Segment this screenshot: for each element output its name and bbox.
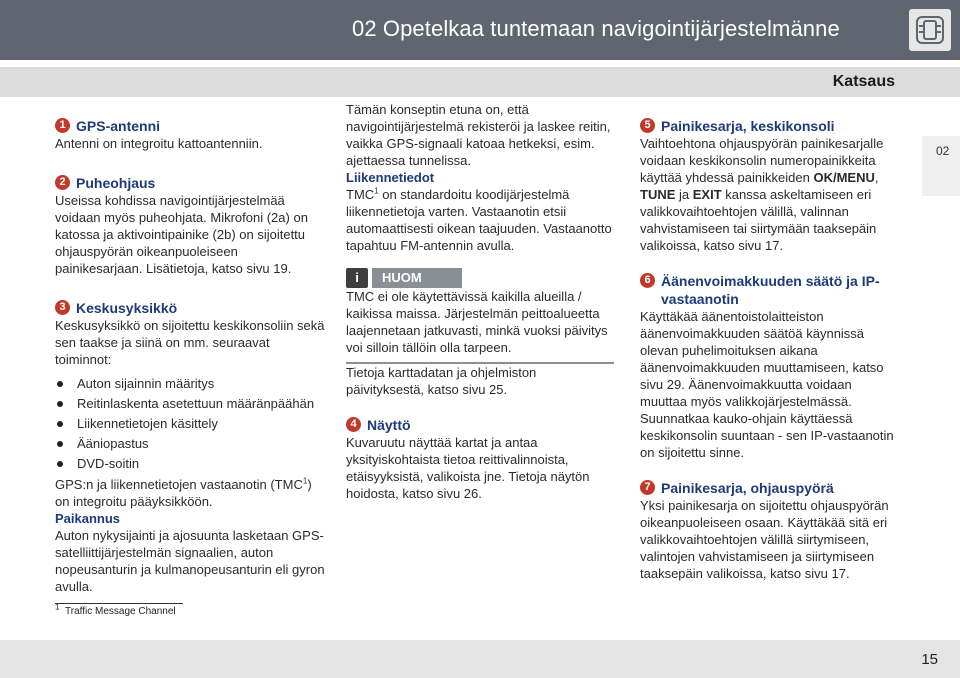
list-item: Reitinlaskenta asetettuun määränpäähän [55,396,327,412]
subheading-traffic-info: Liikennetiedot [346,170,435,185]
column-middle [346,101,614,502]
paragraph: Käyttäkää äänentoistolaitteiston äänenvoimakkuuden säätöä käynnissä olevan puhelimoituksen aikana äänenvoimakkuuden muuttamiseen, katso sivu 29. Äänenvoimakkuutta voidaan muuttaa myös valikkojärjestelmässä. [640,309,884,409]
heading-text: Näyttö [367,417,411,433]
list-item: DVD-soitin [55,456,327,472]
heading-text: Painikesarja, ohjauspyörä [661,480,834,496]
feature-list [55,376,327,472]
note-box [346,268,614,364]
chapter-title: 02 Opetelkaa tuntemaan navigointijärjestelmänne [352,16,840,41]
section-label: Katsaus [832,73,895,90]
footer-bar [0,640,960,678]
note-text: TMC ei ole käytettävissä kaikilla alueilla / kaikissa maissa. Järjestelmän peittoalueetta laajennetaan jatkuvasti, minkä vuoksi päivitys voi silloin tällöin olla tarpeen. [346,288,614,364]
paragraph: TMC$^1$ on standardoitu koodijärjestelmä liikennetietoja varten. Vastaanotin etsii automaattisesti oikean taajuuden. Vastaanotto tapahtuu FM-antennin avulla. [346,186,612,253]
bullet-icon [57,381,63,387]
column-left [55,117,327,595]
footnote-divider [55,603,183,604]
column-right [640,117,896,582]
bullet-icon [57,441,63,447]
note-label: HUOM [372,268,462,288]
heading-text: GPS-antenni [76,118,161,134]
heading-central-unit [55,299,327,317]
paragraph: Keskusyksikkö on sijoitettu keskikonsoliin sekä sen taakse ja siinä on mm. seuraavat toiminnot: [55,318,325,367]
paragraph: Useissa kohdissa navigointijärjestelmää voidaan myös puheohjata. Mikrofoni (2a) on katossa ja aktivointipainike (2b) on sijoitettu ohjauspyörän oikeanpuoleiseen painikesarjaan. Lisätietoja, katso sivu 19. [55,193,308,276]
paragraph: Tietoja karttadatan ja ohjelmiston päivityksestä, katso sivu 25. [346,365,537,397]
paragraph: Yksi painikesarja on sijoitettu ohjauspyörän oikeanpuoleiseen osaan. Käyttäkää sitä eri valikkovaihtoehtojen välillä siirtymiseen, valintojen vahvistamiseen ja siirtymiseen taaksepäin valikoissa, katso sivu 17. [640,498,889,581]
page-header [0,0,960,60]
note-header [346,268,614,288]
list-item: Liikennetietojen käsittely [55,416,327,432]
heading-text: Painikesarja, keskikonsoli [661,118,835,134]
heading-display [346,416,614,434]
paragraph: Kuvaruutu näyttää kartat ja antaa yksityiskohtaista tietoa reittivalinnoista, etäisyyksistä, valikoista jne. Tietoja näytön hoidosta, katso sivu 26. [346,435,590,501]
callout-number: 1 [55,118,70,133]
section-bar [0,67,960,97]
paragraph: Suunnatkaa kauko-ohjain käyttäessä keskikonsolin suuntaan - sen IP-vastaanotin on sijoitettu sinne. [640,411,894,460]
paragraph: Tämän konseptin etuna on, että navigointijärjestelmä rekisteröi ja laskee reitin, vaikka GPS-signaali katoaa hetkeksi, esim. ajettaessa tunnelissa. [346,102,611,168]
paragraph: Auton nykysijainti ja ajosuunta lasketaan GPS-satelliittijärjestelmän signaalien, auton nopeusanturin ja kulmanopeusanturin eli gyron avulla. [55,528,325,594]
callout-number: 6 [640,273,655,288]
callout-number: 7 [640,480,655,495]
heading-voice-control [55,174,327,192]
heading-text: Keskusyksikkö [76,300,178,316]
navigation-book-icon [909,9,951,51]
callout-number: 2 [55,175,70,190]
heading-volume-ir [640,272,896,308]
paragraph: GPS:n ja liikennetietojen vastaanotin (TMC$^1$) on integroitu pääyksikköön. [55,476,312,509]
heading-center-keypad [640,117,896,135]
chapter-side-tab-label: 02 [936,144,950,158]
callout-number: 3 [55,300,70,315]
heading-text: Äänenvoimakkuuden säätö ja IP-vastaanotin [661,273,880,307]
info-icon: i [346,268,368,288]
bullet-icon [57,401,63,407]
callout-number: 4 [346,417,361,432]
paragraph: Vaihtoehtona ohjauspyörän painikesarjalle voidaan keskikonsolin numeropainikkeita käyttää yhdessä painikkeiden OK/MENU, TUNE ja EXIT kanssa askeltamiseen eri valikkovaihtoehtojen välillä, valinnan vahvistamiseen tai siirtymään taaksepäin valikoissa, katso sivu 17. [640,136,884,253]
callout-number: 5 [640,118,655,133]
heading-gps-antenna [55,117,327,135]
list-item: Auton sijainnin määritys [55,376,327,392]
heading-steering-keypad [640,479,896,497]
bullet-icon [57,461,63,467]
bullet-icon [57,421,63,427]
page-number: 15 [921,651,938,668]
subheading-positioning: Paikannus [55,511,121,526]
list-item: Ääniopastus [55,436,327,452]
heading-text: Puheohjaus [76,175,156,191]
paragraph: Antenni on integroitu kattoantenniin. [55,136,263,151]
footnote: $^1$ Traffic Message Channel [55,602,176,617]
